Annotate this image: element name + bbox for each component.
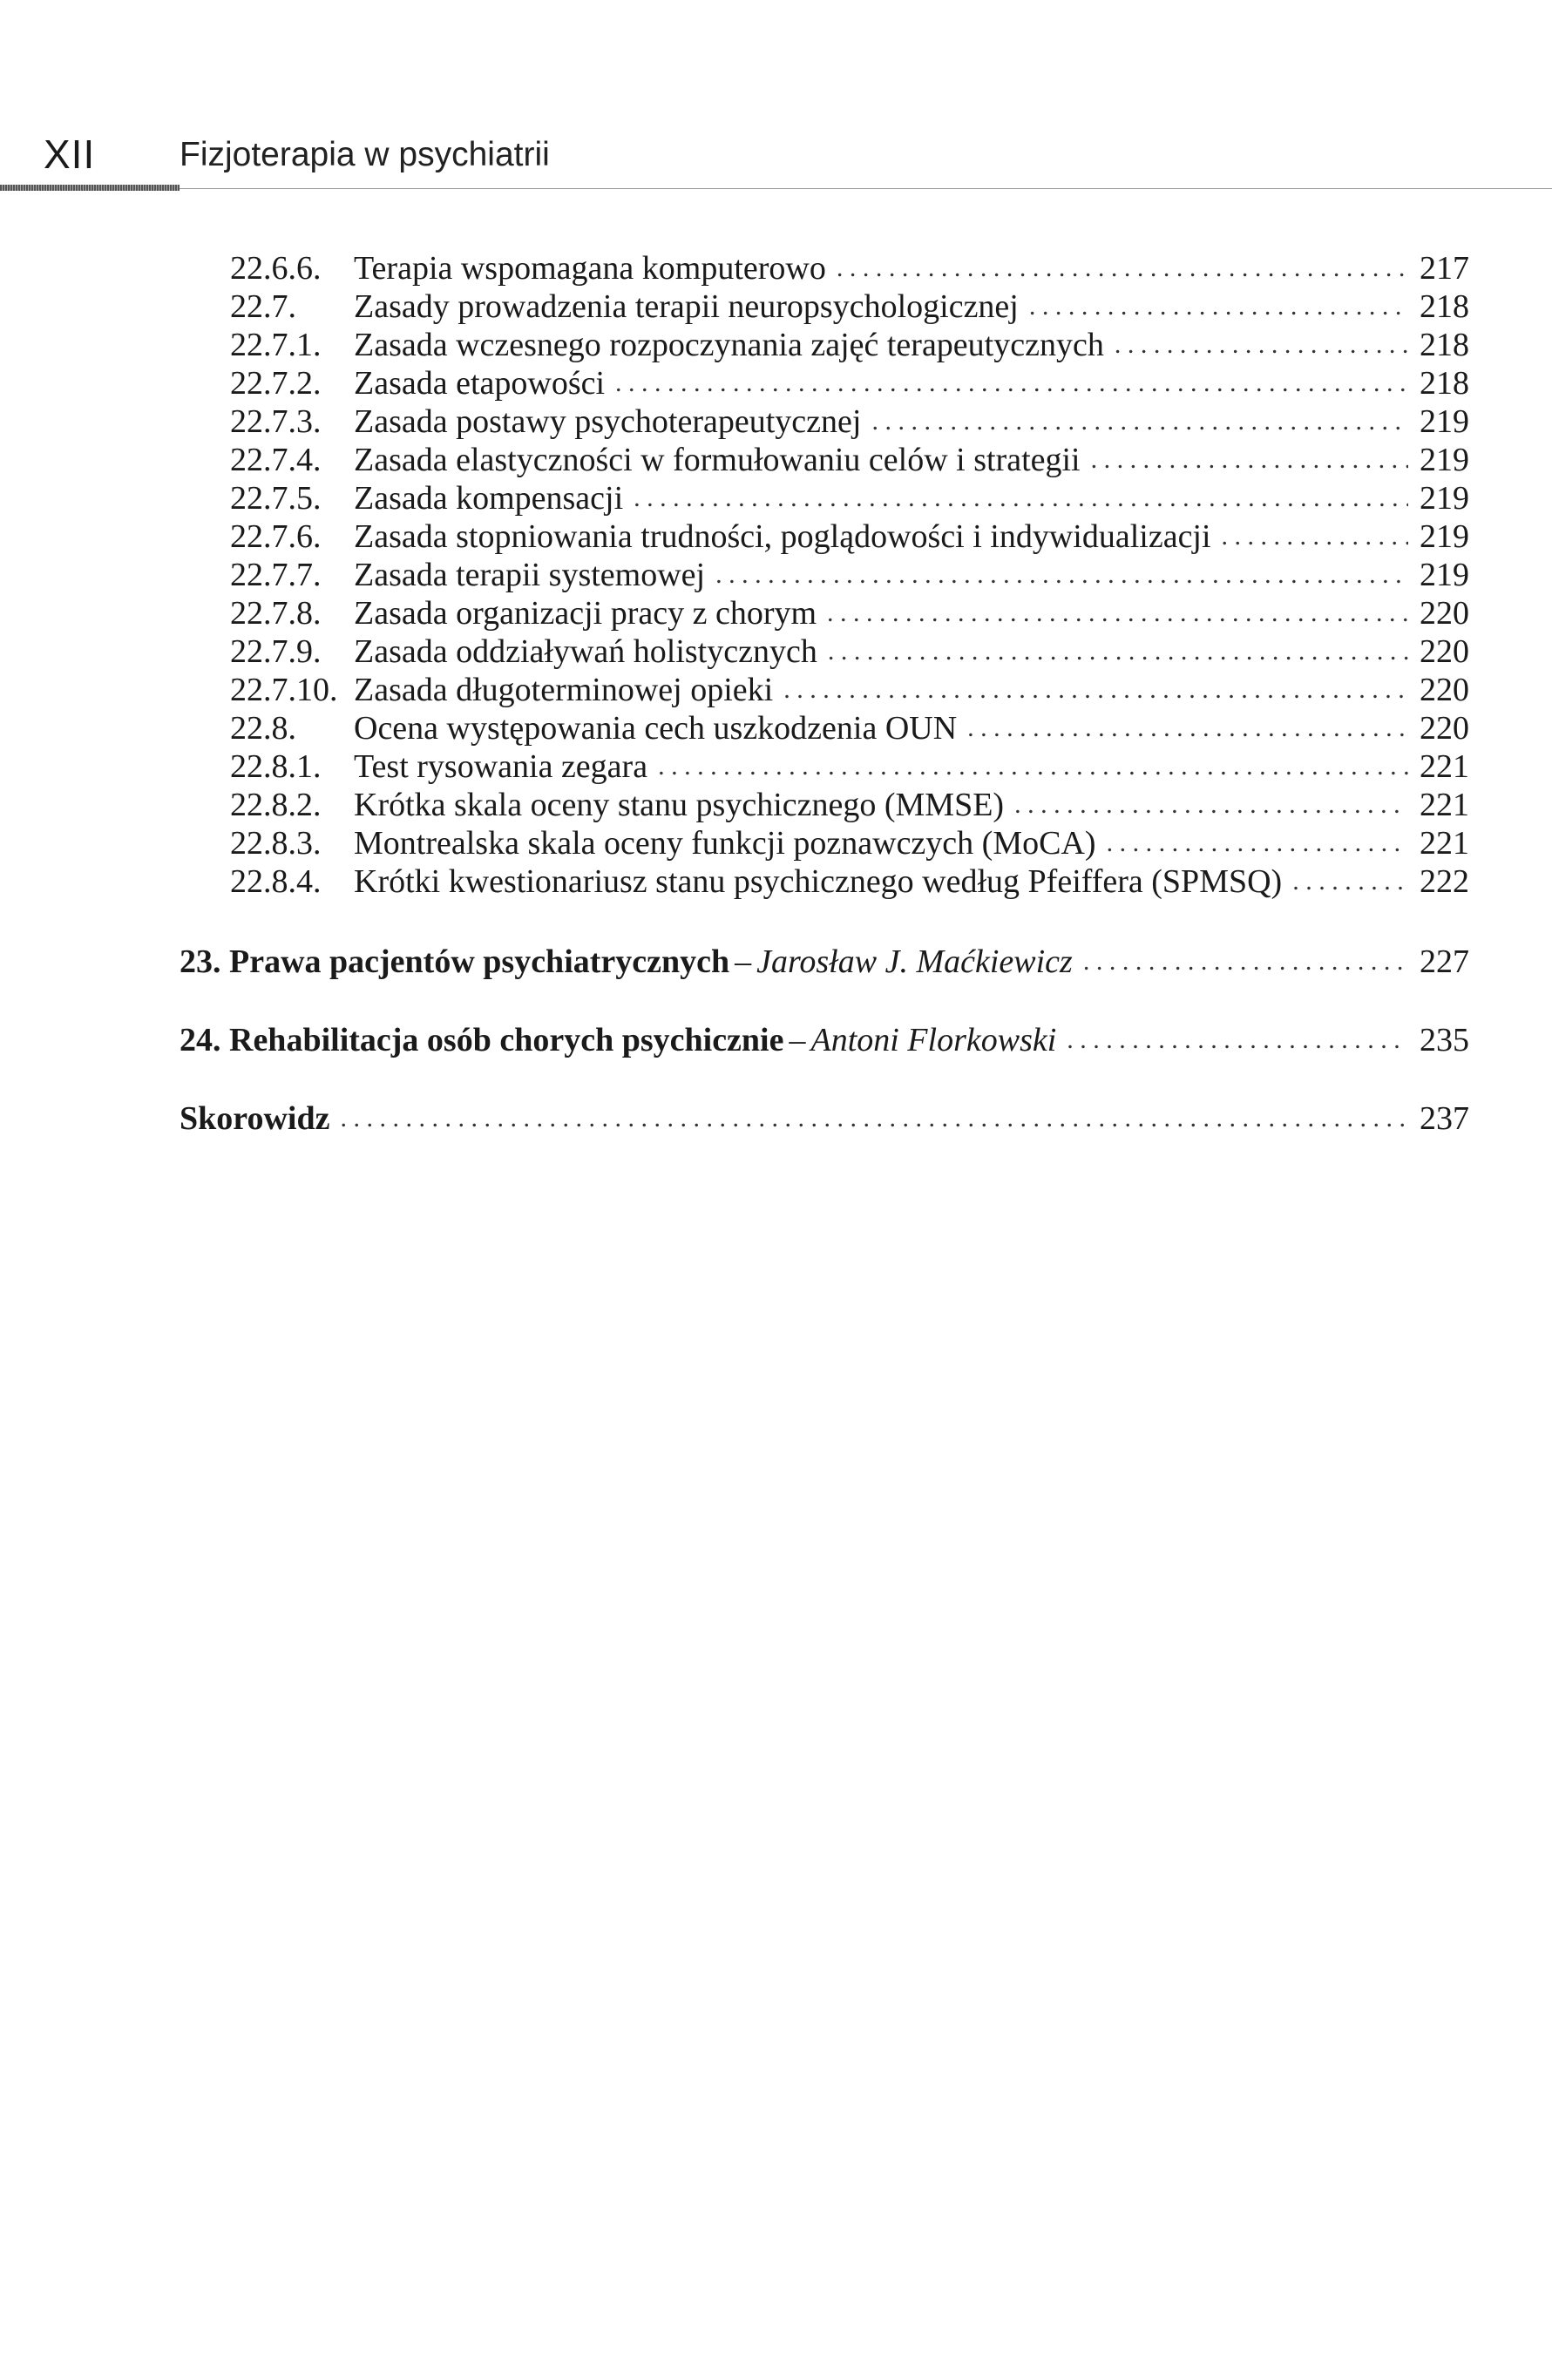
toc-entry-title: Zasada terapii systemowej <box>354 557 706 593</box>
toc-entry-title: Montrealska skala oceny funkcji poznawczych (MoCA) <box>354 825 1096 862</box>
toc-entry-title: Zasady prowadzenia terapii neuropsychologicznej <box>354 288 1019 325</box>
toc-entry-number: 22.7.3. <box>230 403 322 440</box>
toc-entry-page: 218 <box>1420 327 1469 363</box>
toc-entry-title: Zasada oddziaływań holistycznych <box>354 633 817 670</box>
toc-entry-page: 219 <box>1420 480 1469 517</box>
toc-entry-number: 22.8. <box>230 710 296 747</box>
toc-entry-page: 222 <box>1420 863 1469 900</box>
toc-entry-page: 218 <box>1420 288 1469 325</box>
toc-entry-number: 22.7.8. <box>230 595 322 632</box>
dot-leader <box>1222 515 1408 556</box>
dot-leader <box>1091 438 1408 479</box>
chapter-page: 237 <box>1420 1100 1469 1137</box>
toc-entry-title: Ocena występowania cech uszkodzenia OUN <box>354 710 958 747</box>
toc-chapter <box>180 941 1469 983</box>
chapter-dash: – <box>789 1022 806 1058</box>
chapter-page: 235 <box>1420 1022 1469 1058</box>
chapter-title: 23. Prawa pacjentów psychiatrycznych <box>180 943 730 980</box>
toc-entry-title: Krótka skala oceny stanu psychicznego (MMSE) <box>354 787 1005 823</box>
toc-entry <box>230 249 1469 287</box>
toc-entry-title: Zasada organizacji pracy z chorym <box>354 595 817 632</box>
toc-entry-title: Zasada etapowości <box>354 365 606 402</box>
toc-entry <box>230 441 1469 479</box>
dot-leader <box>1067 1017 1408 1061</box>
dot-leader <box>828 630 1408 671</box>
toc-entry-page: 220 <box>1420 595 1469 632</box>
toc-entry-page: 220 <box>1420 710 1469 747</box>
dot-leader <box>1083 938 1408 983</box>
dot-leader <box>837 247 1408 287</box>
toc-entry-title: Zasada postawy psychoterapeutycznej <box>354 403 862 440</box>
toc-entry <box>230 671 1469 709</box>
dot-leader <box>827 592 1408 632</box>
header-rule <box>180 188 1552 189</box>
dot-leader <box>715 553 1408 594</box>
running-header <box>44 131 1473 183</box>
toc-entry-number: 22.7.9. <box>230 633 322 670</box>
toc-entry-page: 217 <box>1420 250 1469 287</box>
toc-entry <box>230 287 1469 326</box>
running-title: Fizjoterapia w psychiatrii <box>180 136 550 173</box>
toc-entry-page: 221 <box>1420 825 1469 862</box>
toc-entry <box>230 747 1469 786</box>
toc-entry-number: 22.7.7. <box>230 557 322 593</box>
toc-entry <box>230 364 1469 402</box>
toc-entry-title: Krótki kwestionariusz stanu psychicznego według Pfeiffera (SPMSQ) <box>354 863 1283 900</box>
toc-chapter <box>180 1098 1469 1139</box>
toc-entry-title: Zasada długoterminowej opieki <box>354 672 774 708</box>
header-rule-accent <box>0 185 180 191</box>
dot-leader <box>658 745 1408 786</box>
toc-entry-number: 22.8.4. <box>230 863 322 900</box>
chapter-title: Skorowidz <box>180 1100 330 1137</box>
toc-entry <box>230 786 1469 824</box>
toc-entry-title: Zasada wczesnego rozpoczynania zajęć terapeutycznych <box>354 327 1104 363</box>
toc-entry-page: 219 <box>1420 557 1469 593</box>
toc-entry-number: 22.6.6. <box>230 250 322 287</box>
toc-entry <box>230 824 1469 862</box>
toc-entry <box>230 632 1469 671</box>
toc-entry <box>230 479 1469 517</box>
toc-entry-number: 22.7.2. <box>230 365 322 402</box>
dot-leader <box>1115 323 1408 364</box>
toc-entry-number: 22.8.3. <box>230 825 322 862</box>
toc-entry-number: 22.7.1. <box>230 327 322 363</box>
dot-leader <box>783 668 1408 709</box>
chapter-author: Jarosław J. Maćkiewicz <box>756 943 1073 980</box>
toc-entry-page: 221 <box>1420 787 1469 823</box>
toc-entry <box>230 517 1469 556</box>
toc-entry <box>230 326 1469 364</box>
dot-leader <box>1029 285 1408 326</box>
chapter-dash: – <box>735 943 752 980</box>
chapter-title: 24. Rehabilitacja osób chorych psychicznie <box>180 1022 784 1058</box>
toc-entry <box>230 862 1469 901</box>
toc-entry-number: 22.7.5. <box>230 480 322 517</box>
toc-entry-title: Test rysowania zegara <box>354 748 648 785</box>
toc-entry-title: Zasada elastyczności w formułowaniu celów i strategii <box>354 442 1081 478</box>
toc-entry-page: 218 <box>1420 365 1469 402</box>
dot-leader <box>1292 860 1408 901</box>
toc-entry-number: 22.7.6. <box>230 518 322 555</box>
chapter-page: 227 <box>1420 943 1469 980</box>
toc-entry-title: Zasada kompensacji <box>354 480 624 517</box>
dot-leader <box>340 1095 1408 1139</box>
dot-leader <box>1014 783 1408 824</box>
toc-entry-number: 22.7.10. <box>230 672 338 708</box>
toc-chapter <box>180 1019 1469 1061</box>
toc-entry-title: Terapia wspomagana komputerowo <box>354 250 826 287</box>
toc-entry <box>230 709 1469 747</box>
chapter-author: Antoni Florkowski <box>810 1022 1057 1058</box>
toc-entry-page: 219 <box>1420 442 1469 478</box>
toc-entry-page: 221 <box>1420 748 1469 785</box>
toc-entry-title: Zasada stopniowania trudności, poglądowości i indywidualizacji <box>354 518 1211 555</box>
toc-entry-page: 219 <box>1420 518 1469 555</box>
toc-entry-number: 22.8.1. <box>230 748 322 785</box>
dot-leader <box>615 362 1408 402</box>
toc-entry <box>230 594 1469 632</box>
dot-leader <box>634 477 1408 517</box>
toc-entry-number: 22.7. <box>230 288 296 325</box>
page-number: XII <box>44 132 96 177</box>
dot-leader <box>967 707 1408 747</box>
toc-entry <box>230 402 1469 441</box>
toc-entry-page: 219 <box>1420 403 1469 440</box>
toc-entry <box>230 556 1469 594</box>
dot-leader <box>1107 822 1408 862</box>
toc-entry-page: 220 <box>1420 672 1469 708</box>
dot-leader <box>871 400 1408 441</box>
toc-entry-number: 22.7.4. <box>230 442 322 478</box>
toc-entry-page: 220 <box>1420 633 1469 670</box>
toc-entry-number: 22.8.2. <box>230 787 322 823</box>
